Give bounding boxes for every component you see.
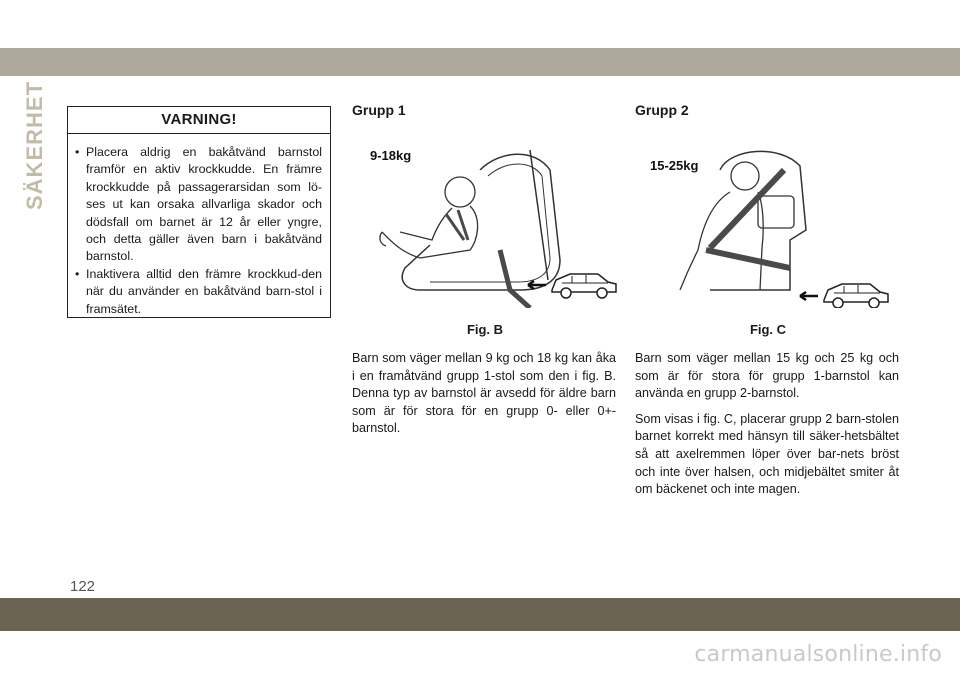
group1-body (352, 350, 616, 446)
figure-b-illustration (360, 140, 620, 308)
group1-heading: Grupp 1 (352, 102, 406, 118)
car-direction-icon (824, 284, 888, 308)
section-side-label: SÄKERHET (22, 80, 47, 210)
group2-body (635, 350, 899, 507)
figure-c-illustration (640, 140, 900, 308)
group2-paragraph: Som visas i fig. C, placerar grupp 2 barn-stolen barnet korrekt med hänsyn till säker-hetsbältet så att axelremmen löper över bar-nets bröst och inte över halsen, och midjebältet smiter åt om bäckenet och inte magen. (635, 411, 899, 497)
warning-item: • Inaktivera alltid den främre krockkud-den när du använder en bakåtvänd barn-stol i framsätet. (86, 266, 322, 318)
figure-c-weight-label: 15-25kg (650, 158, 699, 173)
figure-c-caption: Fig. C (749, 322, 787, 337)
warning-list (68, 134, 330, 318)
group1-paragraph: Barn som väger mellan 9 kg och 18 kg kan åka i en framåtvänd grupp 1-stol som den i fig. B. Denna typ av barnstol är avsedd för äldre barn som är för stora för en grupp 0- eller 0+-barnstol. (352, 351, 616, 436)
figure-b-weight-label: 9-18kg (370, 148, 412, 163)
figure-b-caption: Fig. B (466, 322, 504, 337)
warning-item: • Placera aldrig en bakåtvänd barnstol framför en aktiv krockkudde. En främre krockkudde på passagerarsidan som lö-ses ut kan orsaka allvarliga skador och dödsfall om barnet är 12 år eller yngre, och detta gäller även barn i bakåtvänd barnstol. (86, 144, 322, 266)
page-number: 122 (70, 578, 96, 595)
warning-box (67, 106, 331, 318)
warning-title: VARNING! (68, 107, 330, 134)
car-direction-icon (552, 274, 616, 298)
group2-paragraph: Barn som väger mellan 15 kg och 25 kg och som är för stora för grupp 1-barnstol kan använda en grupp 2-barnstol. (635, 351, 899, 401)
top-header-band (0, 48, 960, 76)
footer-watermark-url: carmanualsonline.info (694, 642, 942, 667)
group2-heading: Grupp 2 (635, 102, 689, 118)
bottom-footer-band (0, 598, 960, 631)
